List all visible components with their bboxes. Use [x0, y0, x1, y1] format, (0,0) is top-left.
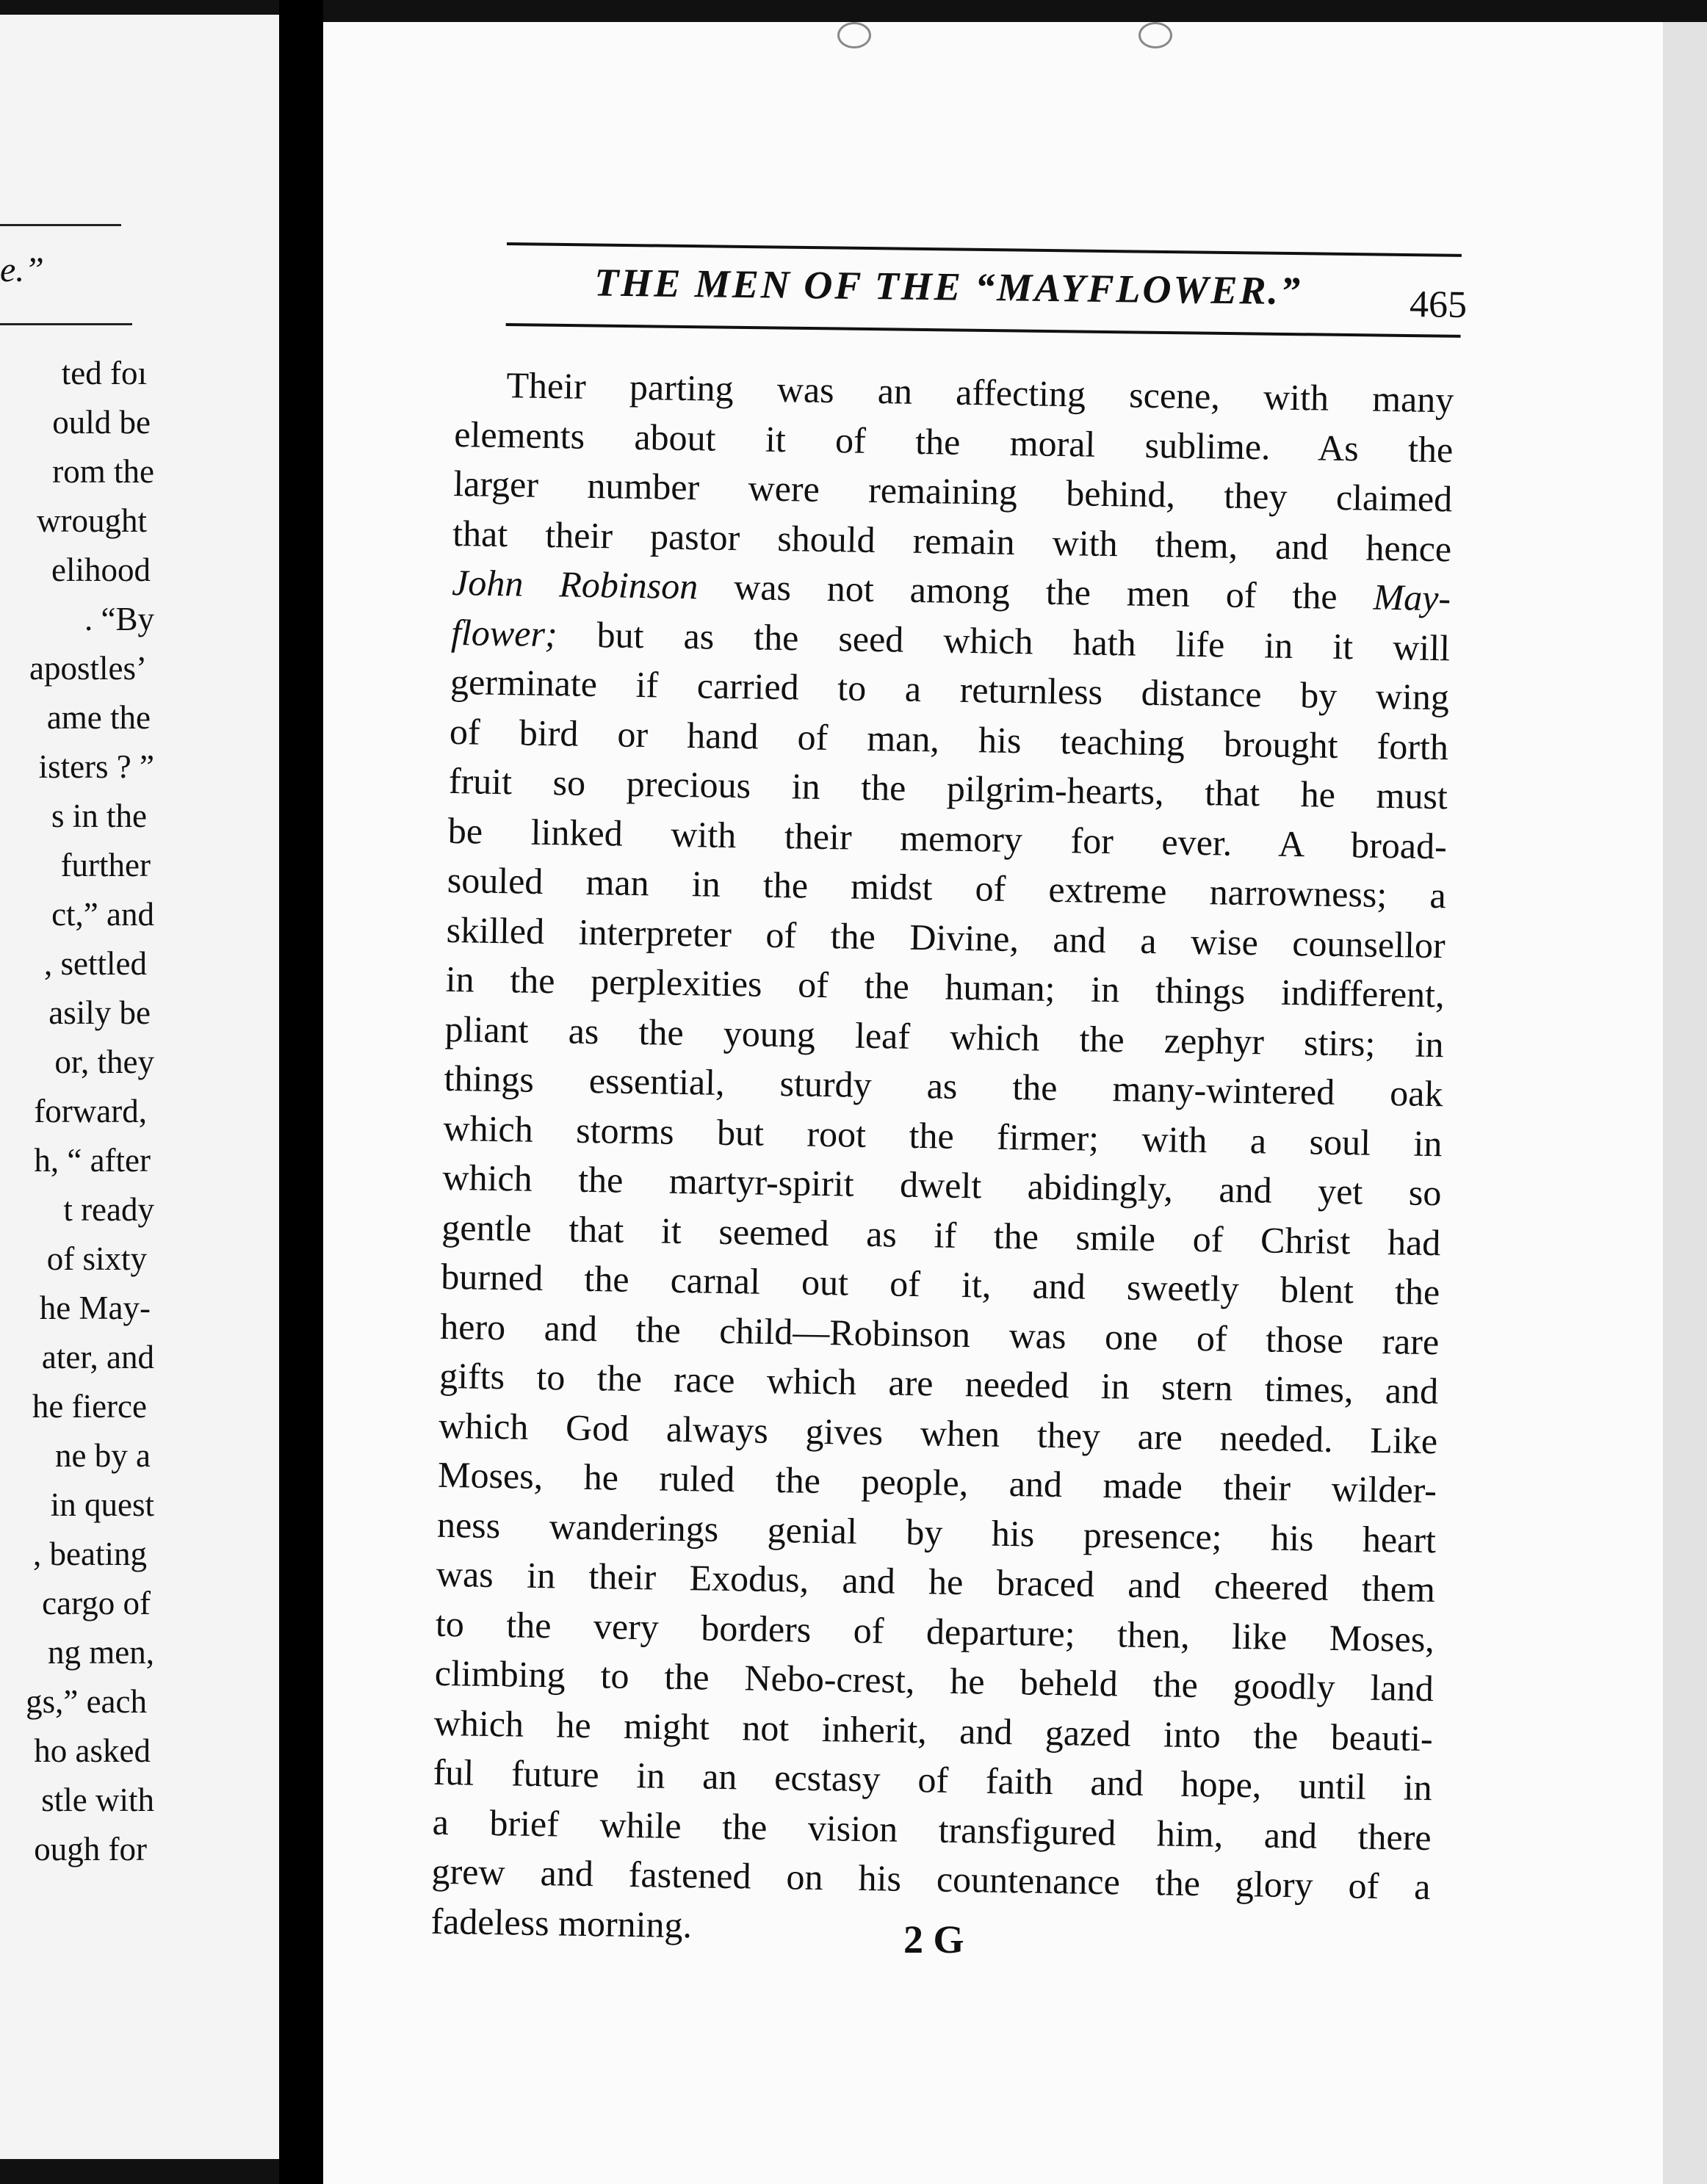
left-text-line: ater, and — [41, 1339, 154, 1375]
text-line: burned the carnal out of it, and sweetly blent the — [440, 1255, 1440, 1313]
left-text-line: stle with — [41, 1782, 154, 1818]
text-line: germinate if carried to a returnless distance by wing — [450, 660, 1450, 718]
left-text-line: further — [60, 847, 151, 883]
left-text-line: h, “ after — [34, 1142, 151, 1179]
left-header-rule-top — [0, 224, 121, 226]
text-line: souled man in the midst of extreme narrowness; a — [447, 858, 1447, 916]
text-line: gentle that it seemed as if the smile of Christ had — [441, 1206, 1441, 1263]
left-text-line: he May- — [39, 1290, 151, 1326]
left-text-line: ted foı — [61, 355, 147, 391]
left-text-line: cargo of — [42, 1585, 151, 1621]
header-rule-bottom — [506, 323, 1461, 338]
body-text — [430, 360, 1454, 1961]
left-header-rule-bottom — [0, 323, 132, 325]
text-line: pliant as the young leaf which the zephyr stirs; in — [444, 1008, 1444, 1065]
text-line: skilled interpreter of the Divine, and a wise counsellor — [446, 908, 1446, 966]
text-line: a brief while the vision transfigured him, and there — [432, 1801, 1432, 1858]
text-line: to the very borders of departure; then, like Moses, — [435, 1602, 1435, 1660]
left-text-line: wrought — [37, 502, 147, 539]
left-text-line: , settled — [44, 945, 147, 982]
text-line: which God always gives when they are needed. Like — [438, 1404, 1438, 1461]
text-line: Their parting was an affecting scene, with many — [506, 364, 1454, 421]
left-page-text — [0, 349, 279, 1874]
left-text-line: elihood — [51, 552, 151, 588]
left-text-line: rom the — [52, 453, 154, 490]
text-line: which he might not inherit, and gazed into the beauti- — [433, 1702, 1434, 1759]
left-text-line: ame the — [46, 699, 151, 736]
left-text-line: , beating — [33, 1536, 147, 1572]
header-rule-top — [507, 242, 1462, 257]
page-number: 465 — [1409, 283, 1468, 326]
left-text-line: ng men, — [48, 1634, 154, 1671]
text-line: which storms but root the firmer; with a soul in — [443, 1107, 1443, 1164]
text-line: which the martyr-spirit dwelt abidingly, and yet so — [442, 1156, 1442, 1214]
text-line: that their pastor should remain with them, and hence — [452, 512, 1452, 569]
left-running-title-fragment: e.” — [0, 250, 44, 289]
text-line: be linked with their memory for ever. A broad- — [447, 809, 1448, 867]
binding-ring — [1138, 22, 1172, 48]
text-line: ness wanderings genial by his presence; his heart — [436, 1503, 1437, 1561]
text-line: fruit so precious in the pilgrim-hearts, that he must — [448, 759, 1448, 817]
left-text-line: ould be — [52, 404, 151, 441]
text-line: Moses, he ruled the people, and made their wilder- — [437, 1453, 1437, 1511]
left-text-line: ne by a — [55, 1437, 151, 1474]
text-line: flower; but as the seed which hath life in it will — [450, 611, 1451, 668]
text-line: John Robinson was not among the men of the May- — [451, 561, 1451, 619]
text-line: of bird or hand of man, his teaching brought forth — [449, 710, 1449, 767]
left-text-line: he fierce — [32, 1388, 147, 1425]
left-text-line: ct,” and — [51, 896, 154, 933]
binding-ring — [837, 22, 871, 48]
text-line: hero and the child—Robinson was one of those rare — [439, 1305, 1440, 1362]
text-line: elements about it of the moral sublime. As the — [453, 413, 1454, 470]
text-line: things essential, sturdy as the many-wintered oak — [444, 1057, 1443, 1115]
signature-mark: 2 G — [903, 1917, 964, 1961]
left-text-line: s in the — [51, 798, 147, 834]
text-line: climbing to the Nebo-crest, he beheld the goodly land — [434, 1652, 1434, 1710]
left-text-line: t ready — [63, 1191, 154, 1228]
text-line: in the perplexities of the human; in things indifferent, — [445, 958, 1446, 1016]
left-text-line: isters ? ” — [38, 748, 154, 785]
text-line: fadeless morning. — [430, 1900, 693, 1945]
left-text-line: ho asked — [34, 1732, 151, 1769]
left-text-line: of sixty — [46, 1240, 147, 1277]
book-gutter — [279, 0, 323, 2184]
left-text-line: in quest — [50, 1486, 154, 1523]
left-text-line: . “By — [84, 601, 154, 637]
left-text-line: ough for — [34, 1831, 147, 1867]
text-line: gifts to the race which are needed in stern times, and — [439, 1354, 1439, 1412]
left-text-line: gs,” each — [26, 1683, 147, 1720]
text-line: was in their Exodus, and he braced and cheered them — [436, 1552, 1436, 1610]
right-page — [323, 22, 1707, 2184]
text-line: ful future in an ecstasy of faith and hope, until in — [433, 1751, 1433, 1809]
left-text-line: or, they — [54, 1044, 154, 1080]
text-line: larger number were remaining behind, they claimed — [452, 462, 1453, 520]
left-text-line: forward, — [34, 1093, 147, 1129]
left-text-line: asily be — [48, 994, 151, 1031]
left-text-line: apostles’ — [29, 650, 147, 687]
text-line: grew and fastened on his countenance the glory of a — [431, 1850, 1431, 1908]
page-header — [506, 242, 1707, 346]
page-edge — [1663, 22, 1707, 2184]
left-page-fragment — [0, 15, 279, 2159]
running-title: THE MEN OF THE “MAYFLOWER.” — [593, 260, 1303, 314]
